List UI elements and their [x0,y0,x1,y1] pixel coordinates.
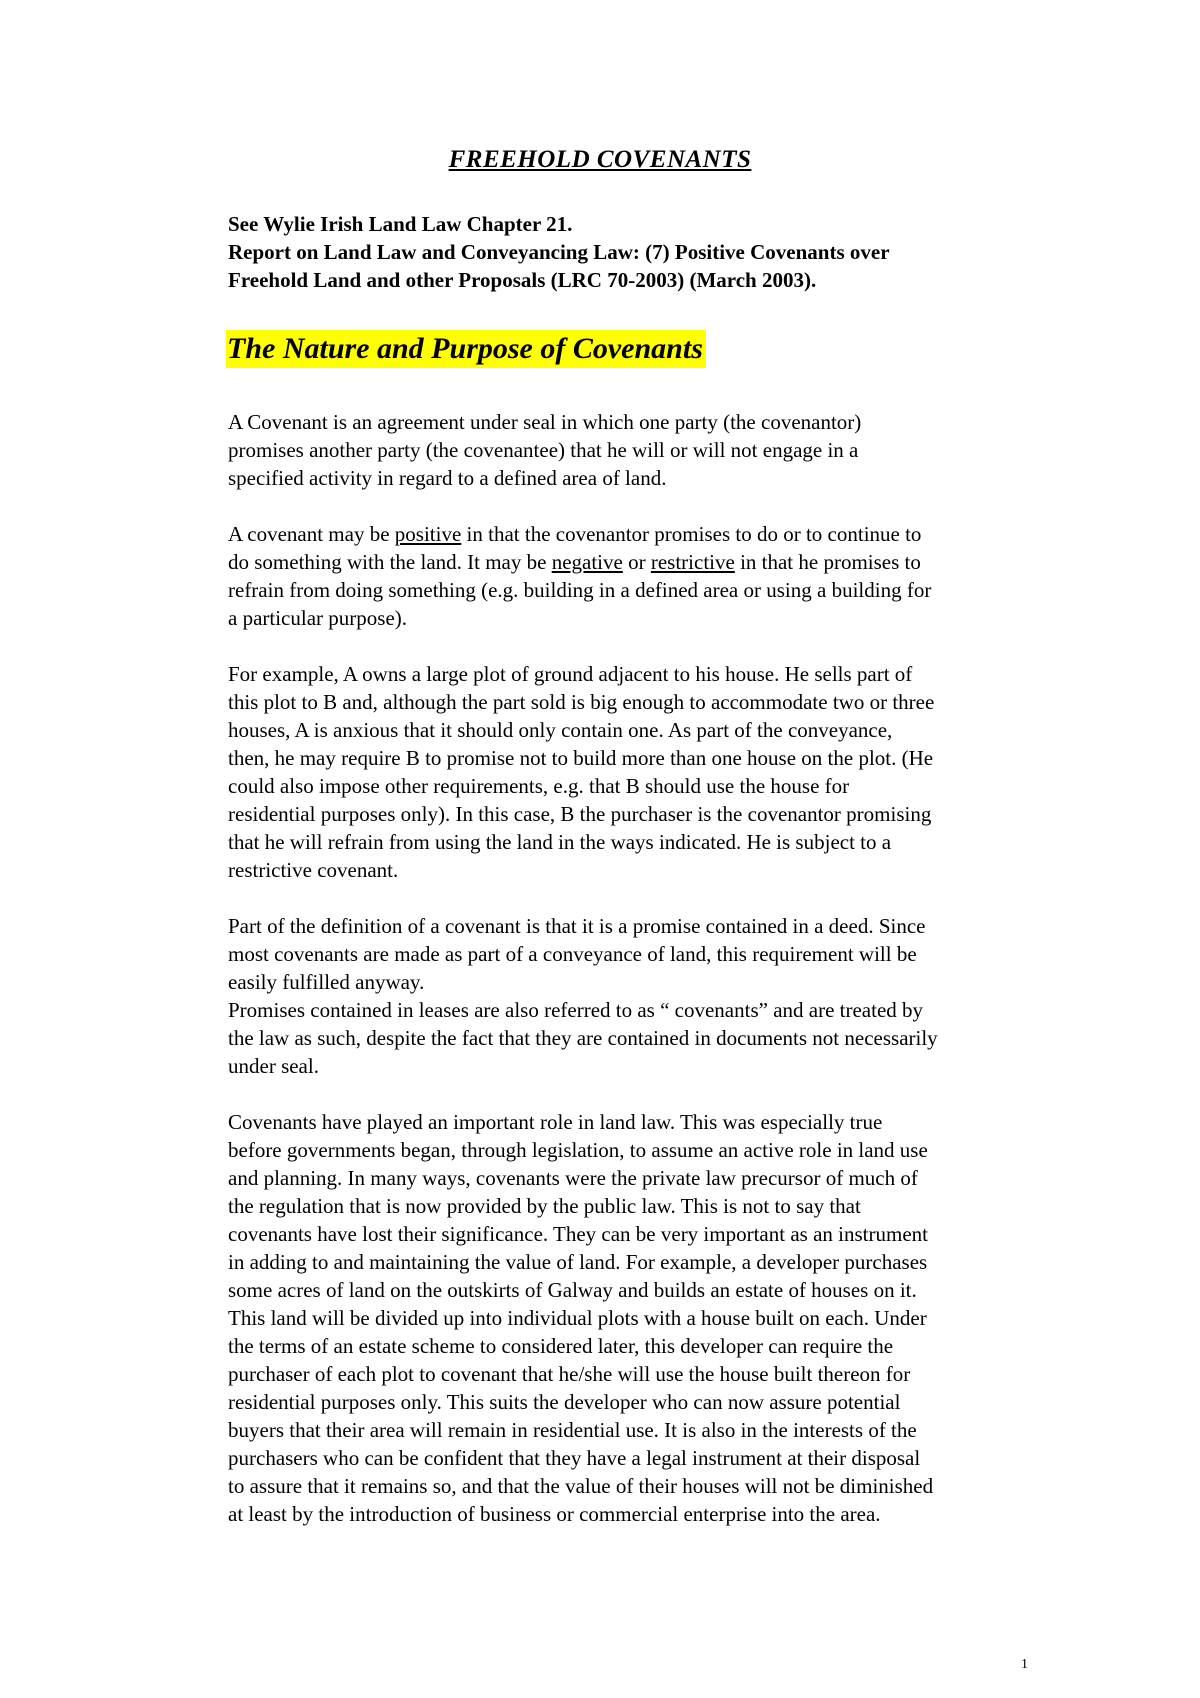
text-line: to assure that it remains so, and that the value of their houses will not be diminished [228,1474,934,1498]
text-span: in that he promises to [734,550,921,574]
text-span: A covenant may be [228,522,395,546]
text-line: under seal. [228,1054,319,1078]
text-line: a particular purpose). [228,606,408,630]
text-line: Part of the definition of a covenant is that it is a promise contained in a deed. Since [228,914,926,938]
reference-line: See Wylie Irish Land Law Chapter 21. [228,212,573,236]
text-line: that he will refrain from using the land in the ways indicated. He is subject to a [228,830,892,854]
text-line: For example, A owns a large plot of ground adjacent to his house. He sells part of [228,662,913,686]
reference-block [228,210,1048,294]
paragraph-deed [228,912,1058,996]
paragraph-leases [228,996,1058,1080]
text-line: houses, A is anxious that it should only contain one. As part of the conveyance, [228,718,893,742]
text-line: residential purposes only. This suits the developer who can now assure potential [228,1390,901,1414]
text-line: This land will be divided up into individual plots with a house built on each. Under [228,1306,927,1330]
text-line [228,548,1058,576]
text-line: and planning. In many ways, covenants were the private law precursor of much of [228,1166,918,1190]
paragraph-definition [228,408,1058,492]
text-line: then, he may require B to promise not to build more than one house on the plot. (He [228,746,934,770]
paragraph-role [228,1108,1058,1528]
text-span: in that the covenantor promises to do or to continue to [461,522,922,546]
text-line: purchasers who can be confident that they have a legal instrument at their disposal [228,1446,921,1470]
term-negative: negative [551,550,623,574]
text-line: buyers that their area will remain in residential use. It is also in the interests of the [228,1418,917,1442]
text-line: refrain from doing something (e.g. building in a defined area or using a building for [228,578,932,602]
text-line: the terms of an estate scheme to considered later, this developer can require the [228,1334,894,1358]
body-text [228,408,1058,1556]
text-span: do something with the land. It may be [228,550,552,574]
text-line: could also impose other requirements, e.g. that B should use the house for [228,774,850,798]
text-line: promises another party (the covenantee) that he will or will not engage in a [228,438,859,462]
text-line: residential purposes only). In this case, B the purchaser is the covenantor promising [228,802,932,826]
text-line: Promises contained in leases are also referred to as “ covenants” and are treated by [228,998,924,1022]
paragraph-positive-negative [228,520,1058,632]
reference-line: Report on Land Law and Conveyancing Law: (7) Positive Covenants over [228,240,890,264]
text-line: easily fulfilled anyway. [228,970,425,994]
text-line: restrictive covenant. [228,858,399,882]
paragraph-example [228,660,1058,884]
text-line: A Covenant is an agreement under seal in which one party (the covenantor) [228,410,862,434]
text-line: purchaser of each plot to covenant that he/she will use the house built thereon for [228,1362,911,1386]
text-line: some acres of land on the outskirts of Galway and builds an estate of houses on it. [228,1278,917,1302]
text-line: in adding to and maintaining the value of land. For example, a developer purchases [228,1250,928,1274]
text-line: the regulation that is now provided by the public law. This is not to say that [228,1194,861,1218]
text-line: this plot to B and, although the part sold is big enough to accommodate two or three [228,690,935,714]
text-line: covenants have lost their significance. They can be very important as an instrument [228,1222,928,1246]
text-line: most covenants are made as part of a conveyance of land, this requirement will be [228,942,917,966]
text-line [228,520,1058,548]
document-title: FREEHOLD COVENANTS [448,146,752,173]
term-restrictive: restrictive [650,550,735,574]
text-line: specified activity in regard to a defined area of land. [228,466,667,490]
text-line: the law as such, despite the fact that they are contained in documents not necessarily [228,1026,938,1050]
reference-line: Freehold Land and other Proposals (LRC 70-2003) (March 2003). [228,268,817,292]
text-line: Covenants have played an important role in land law. This was especially true [228,1110,883,1134]
page-number: 1 [1021,1657,1028,1672]
text-line: before governments began, through legislation, to assume an active role in land use [228,1138,928,1162]
text-line: at least by the introduction of business or commercial enterprise into the area. [228,1502,881,1526]
term-positive: positive [394,522,462,546]
section-heading: The Nature and Purpose of Covenants [226,330,706,368]
text-span: or [622,550,651,574]
